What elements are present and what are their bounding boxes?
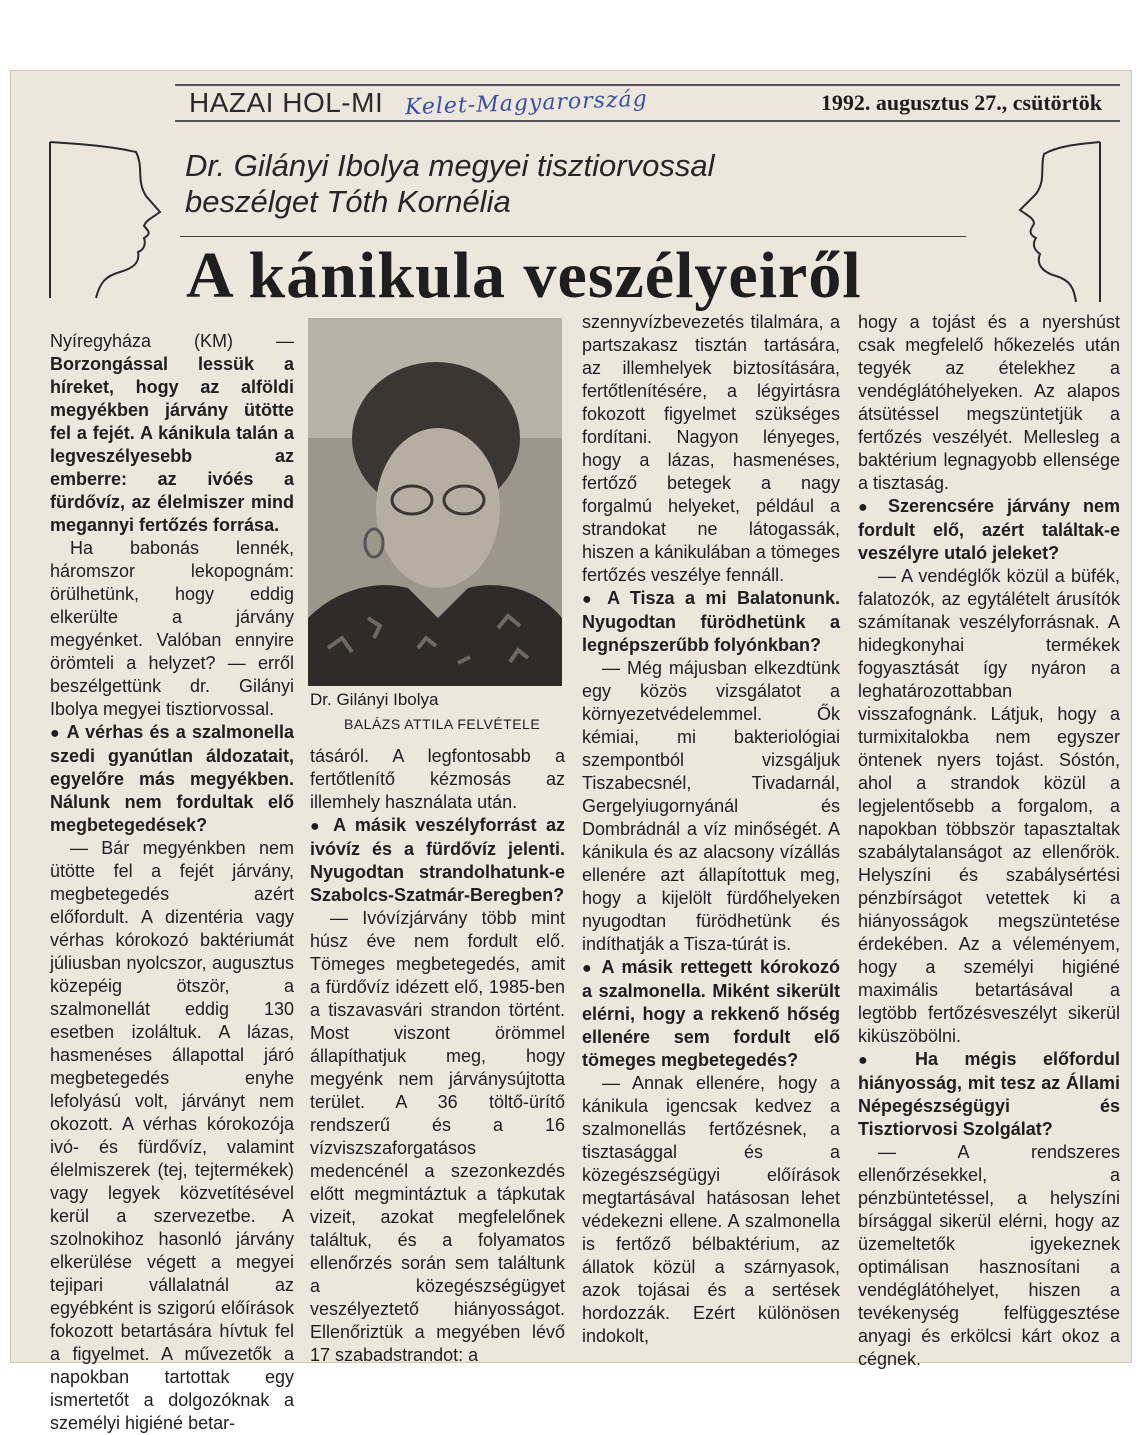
portrait-photo: [308, 318, 562, 686]
lead-text: Borzongással lessük a híreket, hogy az alföldi megyékben járvány ütötte fel a fejét. A kánikula talán a legveszélyesebb az emberre: az ivóés a fürdővíz, az élelmiszer mind megannyi fertőzés forrása.: [50, 354, 294, 535]
byline-line-2: beszélget Tóth Kornélia: [185, 184, 511, 219]
portrait-image: [308, 318, 562, 686]
paragraph: — Ivóvízjárvány több mint húsz éve nem fordult elő. Tömeges megbetegedés, amit a fürdővíz idézett elő, 1985-ben a tiszavasvári strandon történt. Most viszont örömmel állapíthatjuk meg, hogy megyénk nem járványsújtotta terület. A 36 töltő-ürítő rendszerű és a 16 vízviszszaforgatásos medencénél a szezonkezdés előtt megmintáztuk a tápkutak vizeit, azokat megfelelőnek találtuk, és a folyamatos ellenőrzés során sem találtunk a közegészségügyet veszélyeztető hiányosságot. Ellenőriztük a megyében lévő 17 szabadstrandot: a: [310, 908, 565, 1365]
paragraph: — A vendéglők közül a büfék, falatozók, az egytálételt árusítók számítanak veszélyforrásnak. A hidegkonyhai termékek fogyasztását így nyáron a leghatározottabban visszafognánk. Látjuk, hogy a turmixitalokba nem egyszer öntenek nyers tojást. Sóstón, ahol a strandok közül a legjelentősebb a forgalom, a napokban többször tapasztaltak szabálytalanságot az ellenőrök. Helyszíni és szabálysértési pénzbírságot vetettek ki a hiányosságok megszüntetése érdekében. Az a véleményem, hogy a személyi higiéné maximális betartásával a legtöbb fertőzésveszélyt sikerül kiküszöbölni.: [858, 566, 1120, 1046]
rubric-title: HAZAI HOL-MI: [189, 87, 384, 118]
column-2: [310, 745, 565, 1367]
interview-question: ● Szerencsére járvány nem fordult elő, azért találtak-e veszélyre utaló jeleket?: [858, 495, 1120, 565]
interview-question: ● Ha mégis előfordul hiányosság, mit tesz az Állami Népegészségügyi és Tisztiorvosi Szolgálat?: [858, 1048, 1120, 1141]
paragraph: — Annak ellenére, hogy a kánikula igencsak kedvez a szalmonellás fertőzésnek, a tisztasággal és a közegészségügyi előírások megtartásával hatásosan lehet védekezni ellene. A szalmonella is fertőző bélbaktérium, az állatok közül a szárnyasok, azok tojásai és a sertések hordozzák. Ezért különösen indokolt,: [582, 1073, 840, 1346]
page-header: [175, 84, 1120, 122]
interview-question: ● A Tisza a mi Balatonunk. Nyugodtan fürödhetünk a legnépszerűbb folyónkban?: [582, 587, 840, 657]
photo-credit: BALÁZS ATTILA FELVÉTELE: [344, 716, 541, 732]
photo-caption: [310, 688, 570, 736]
handwritten-source-note: Kelet-Magyarország: [404, 86, 649, 120]
left-face-profile-icon: [40, 140, 170, 300]
interview-byline: [185, 148, 985, 220]
paragraph: tásáról. A legfontosabb a fertőtlenítő kézmosás az illemhely használata után.: [310, 746, 565, 812]
interview-question: ● A másik rettegett kórokozó a szalmonella. Miként sikerült elérni, hogy a rekkenő hőség ellenére sem fordult elő tömeges megbetegedés?: [582, 956, 840, 1072]
column-4: [858, 311, 1120, 1371]
interview-question: ● A vérhas és a szalmonella szedi gyanútlan áldozatait, egyelőre más megyékben. Nálunk nem fordultak elő megbetegedések?: [50, 721, 294, 837]
byline-line-1: Dr. Gilányi Ibolya megyei tisztiorvossal: [185, 148, 715, 183]
paragraph: Ha babonás lennék, háromszor lekopognám: örülhetünk, hogy eddig elkerülte a járvány megyénket. Valóban ennyire örömteli a helyzet? — erről beszélgettünk dr. Gilányi Ibolya megyei tisztiorvossal.: [50, 538, 294, 719]
paragraph: — Még májusban elkezdtünk egy közös vizsgálatot a környezetvédelemmel. Ők kémiai, mi bakteriológiai szempontból vizsgáljuk Tiszabecsnél, Tivadarnál, Gergelyiugornyánál és Dombrádnál a víz minőségét. A kánikula és az alacsony vízállás ellenére azt állapítottuk meg, hogy a kijelölt fürdőhelyeken nyugodtan fürödhetünk és indíthatják a Tisza-túrát is.: [582, 658, 840, 954]
lead-paragraph: [50, 330, 294, 537]
headline-rule: [180, 236, 966, 237]
issue-date: 1992. augusztus 27., csütörtök: [820, 90, 1102, 115]
paragraph: — A rendszeres ellenőrzésekkel, a pénzbüntetéssel, a helyszíni bírsággal sikerül elérni, hogy az üzemeltetők igyekeznek optimálisan hasznosítani a vendéglátóhelyet, hiszen a tevékenység felfüggesztése anyagi és erkölcsi kárt okoz a cégnek.: [858, 1142, 1120, 1369]
column-1: [50, 330, 294, 1435]
paragraph: hogy a tojást és a nyershúst csak megfelelő hőkezelés után tegyék az ételekhez a vendéglátóhelyeken. Az alapos átsütéssel megszüntetjük a fertőzés veszélyét. Mellesleg a baktérium legnagyobb ellensége a tisztaság.: [858, 312, 1120, 493]
caption-name: Dr. Gilányi Ibolya: [310, 690, 439, 709]
interview-question: ● A másik veszélyforrást az ivóvíz és a fürdővíz jelenti. Nyugodtan strandolhatunk-e Szabolcs-Szatmár-Beregben?: [310, 814, 565, 907]
column-3: [582, 311, 840, 1348]
dateline-place: Nyíregyháza (KM) —: [50, 331, 294, 351]
headline: A kánikula veszélyeiről: [186, 239, 862, 312]
paragraph: — Bár megyénkben nem ütötte fel a fejét járvány, megbetegedés azért előfordult. A dizentéria vagy vérhas kórokozó baktériumát júliusban nyolcszor, augusztus közepéig ötször, a szalmonellát eddig 130 esetben izoláltuk. A lázas, hasmenéses állapottal járó megbetegedés enyhe lefolyású volt, járványt nem okozott. A vérhas kórokozója ivó- és fürdővíz, valamint élelmiszerek (tej, tejtermékek) vagy legyek közvetítésével kerül a szervezetbe. A szolnokihoz hasonló járvány elkerülése végett a megyei tejipari vállalatnál az egyébként is szigorú előírások fokozott betartására hívtuk fel a figyelmet. A művezetők a napokban tartottak egy ismertetőt a dolgozóknak a személyi higiéné betar-: [50, 838, 294, 1433]
right-face-profile-icon: [1000, 140, 1110, 305]
paragraph: szennyvízbevezetés tilalmára, a partszakasz tisztán tartására, az illemhelyek biztosítására, fertőtlenítésére, a légyirtásra fokozott figyelmet szükséges fordítani. Nagyon lényeges, hogy a lázas, hasmenéses, fertőző betegek a nagy forgalmú helyeket, például a strandokat ne látogassák, hiszen a kánikulában a tömeges fertőzés veszélye fennáll.: [582, 312, 840, 585]
